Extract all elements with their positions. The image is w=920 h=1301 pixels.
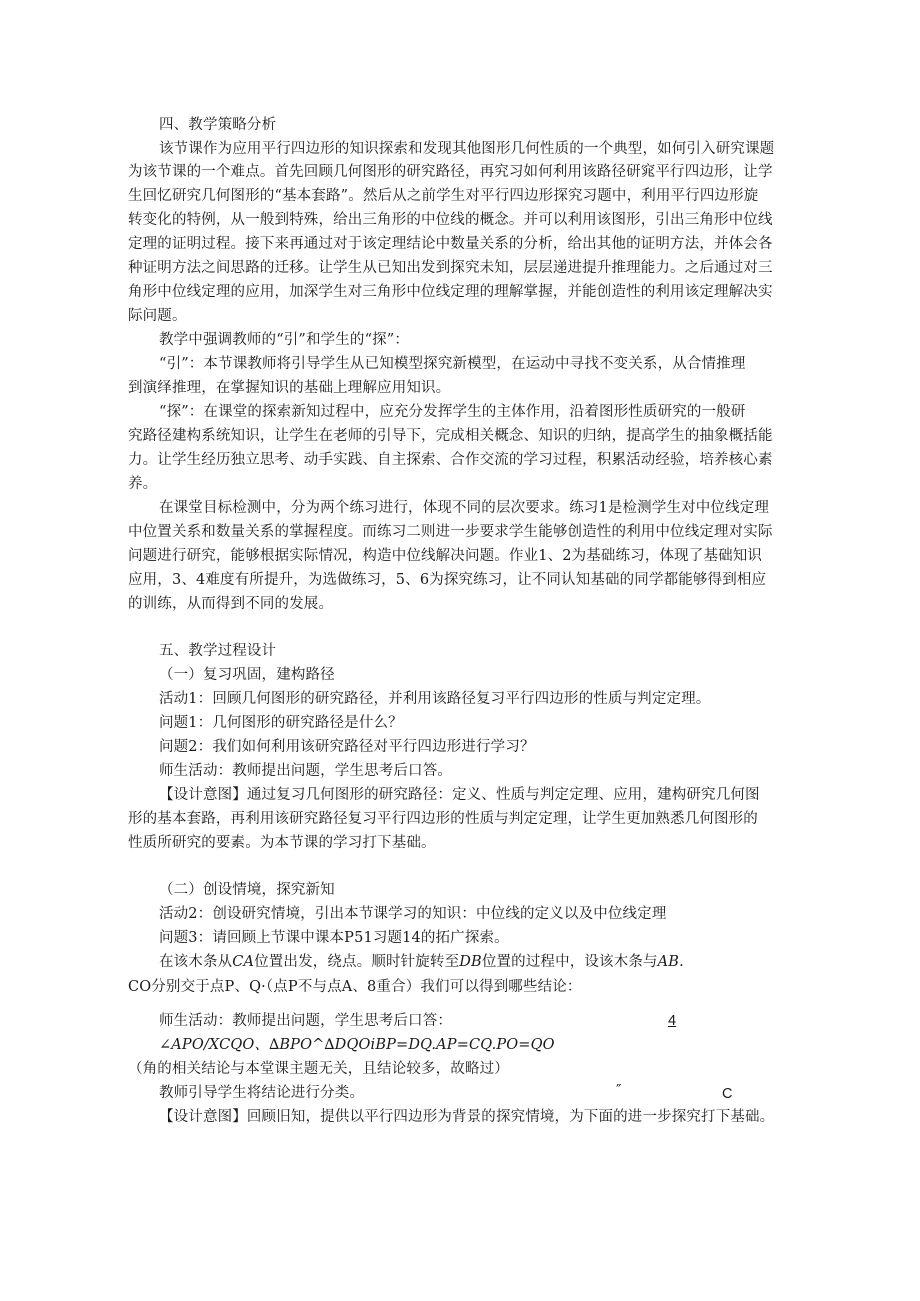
activity-line: 活动1：回顾几何图形的研究路径，并利用该路径复习平行四边形的性质与判定定理。 [159, 691, 711, 707]
paragraph-line: 应用，3、4难度有所提升，为选做练习，5、6为探究练习，让不同认知基础的同学都能够得到相应 [128, 572, 767, 588]
paragraph-line: 问题进行研究，能够根据实际情况，构造中位线解决问题。作业1、2为基础练习，体现了基础知识 [128, 548, 763, 564]
design-intent-line: 性质所研究的要素。为本节课的学习打下基础。 [128, 835, 436, 851]
question-line: 问题3：请回顾上节课中课本P51习题14的拓广探索。 [159, 930, 509, 946]
paragraph-line: 为该节课的一个难点。首先回顾几何图形的研究路径，再究习如何利用该路径研窕平行四边形，让学 [128, 164, 773, 180]
paragraph-line: 教学中强调教师的“引”和学生的“探”： [159, 332, 409, 348]
paragraph-line: 中位置关系和数量关系的掌握程度。而练习二则进一步要求学生能够创造性的利用中位线定理对实际 [128, 524, 773, 540]
segment-label: AB. [657, 954, 684, 970]
figure-mark-4: 4 [668, 1013, 677, 1029]
teacher-student-activity: 师生活动：教师提出问题，学生思考后口答。 [159, 763, 452, 779]
subsection-title: （二）创设情境，探究新知 [159, 882, 335, 898]
paragraph-line: 的训练，从而得到不同的发展。 [128, 596, 334, 612]
conclusion-formula: ∠APO/XCQO、∆BPO^∆DQOiBP=DQ.AP=CQ.PO=QO [159, 1037, 555, 1053]
section5-heading: 五、教学过程设计 [159, 643, 277, 659]
design-intent-line: 形的基本套路，再利用该研究路径复习平行四边形的性质与判定定理，让学生更加熟悉几何图形的 [128, 811, 758, 827]
section4-heading: 四、教学策略分析 [159, 117, 277, 133]
paragraph-line: 力。让学生经历独立思考、动手实践、自主探索、合作交流的学习过程，积累活动经验，培养核心素 [128, 452, 773, 468]
activity-line: 活动2：创设研究情境，引出本节课学习的知识：中位线的定义以及中位线定理 [159, 906, 667, 922]
segment-label: DB [459, 954, 482, 970]
paragraph-line: 养。 [128, 476, 158, 492]
paragraph-line: 生回忆研究几何图形的“基本套路”。然后从之前学生对平行四边形探究习题中，利用平行四边形旋 [128, 188, 759, 204]
segment-label: CA [232, 954, 255, 970]
paragraph-line: 到演绎推理，在掌握知识的基础上理解应用知识。 [128, 380, 451, 396]
question-line: 问题1：几何图形的研究路径是什么？ [159, 715, 403, 731]
text-fragment: 在该木条从 [159, 954, 233, 970]
question-line: 问题2：我们如何利用该研究路径对平行四边形进行学习？ [159, 739, 535, 755]
text-fragment: 位置出发，绕点。顺时针旋转至 [254, 954, 460, 970]
figure-mark-c: C [722, 1086, 733, 1102]
paragraph-line: 种证明方法之间思路的迁移。让学生从已知出发到探究未知，层层递进提升推理能力。之后通过对三 [128, 260, 773, 276]
paragraph-line: 定理的证明过程。接下来再通过对于该定理结论中数量关系的分析，给出其他的证明方法，并体会各 [128, 236, 773, 252]
paragraph-line: 转变化的特例，从一般到特殊，给出三角形的中位线的概念。并可以利用该图形，引出三角形中位线 [128, 212, 773, 228]
omission-note: （角的相关结论与本堂课主题无关，且结论较多，故略过） [128, 1061, 509, 1077]
paragraph-line: 在课堂目标检测中，分为两个练习进行，体现不同的层次要求。练习1是检测学生对中位线定理 [159, 500, 770, 516]
rotation-description [159, 952, 684, 972]
paragraph-line: 究路径建构系统知识，让学生在老师的引导下，完成相关概念、知识的归纳，提高学生的抽象概括能 [128, 428, 773, 444]
paragraph-line: “引”：本节课教师将引导学生从已知模型探究新模型，在运动中寻找不变关系，从合情推理 [159, 356, 746, 372]
paragraph-line: “探”：在课堂的探索新知过程中，应充分发挥学生的主体作用，沿着图形性质研究的一般研 [159, 404, 746, 420]
classification-line: 教师引导学生将结论进行分类。 [159, 1085, 365, 1101]
subsection-title: （一）复习巩固，建构路径 [159, 667, 335, 683]
text-fragment: 位置的过程中，设该木条与 [481, 954, 658, 970]
paragraph-line: 该节课作为应用平行四边形的知识探索和发现其他图形几何性质的一个典型，如何引入研究课题 [159, 141, 775, 157]
design-intent-line: 【设计意图】回顾旧知，提供以平行四边形为背景的探究情境，为下面的进一步探究打下基础。 [159, 1109, 775, 1125]
intersection-description: CO分别交于点P、Q·（点P不与点A、8重合）我们可以得到哪些结论： [128, 979, 582, 995]
figure-mark-quote: ″ [616, 1083, 622, 1099]
design-intent-line: 【设计意图】通过复习几何图形的研究路径：定义、性质与判定定理、应用，建构研究几何图 [159, 787, 760, 803]
paragraph-line: 角形中位线定理的应用，加深学生对三角形中位线定理的理解掌握，并能创造性的利用该定理解决实 [128, 284, 773, 300]
teacher-student-activity: 师生活动：教师提出问题，学生思考后口答： [159, 1013, 452, 1029]
paragraph-line: 际问题。 [128, 308, 187, 324]
